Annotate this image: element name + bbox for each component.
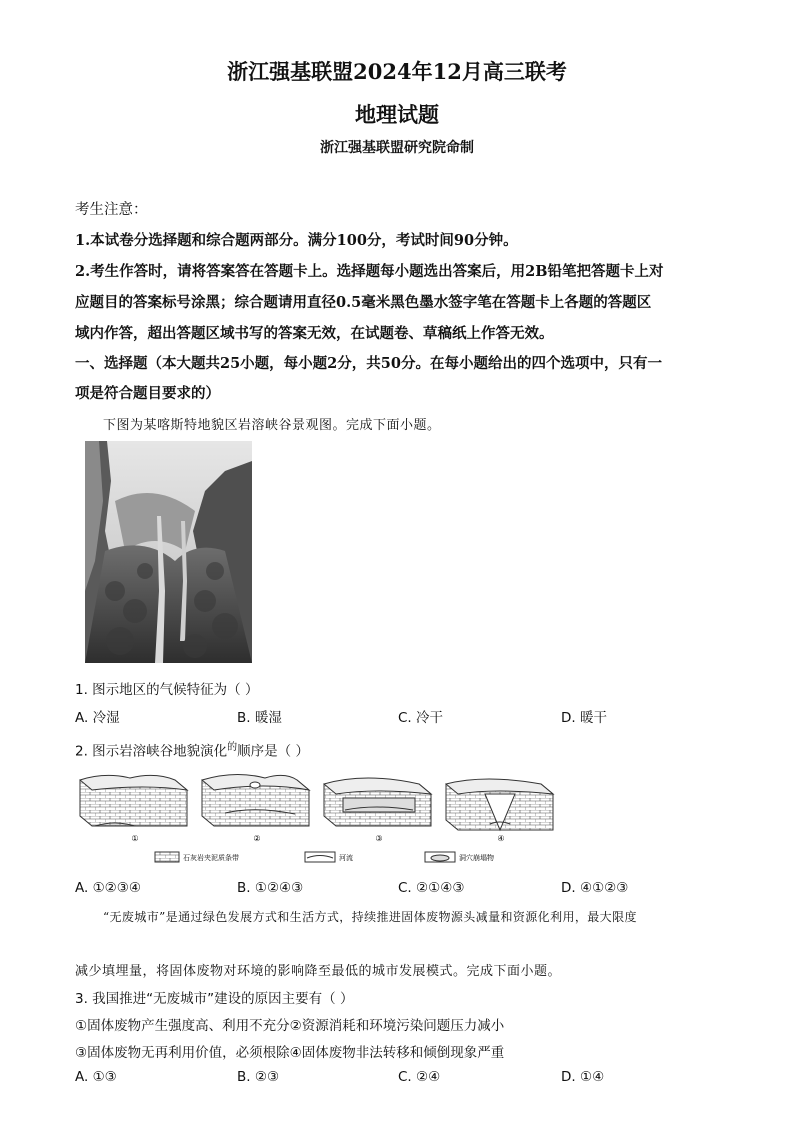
section-heading-line-2: 项是符合题目要求的） (75, 385, 220, 402)
q1-option-a: A. 冷湿 (75, 710, 120, 726)
legend-limestone-swatch (155, 852, 179, 862)
karst-evolution-diagram (75, 768, 555, 873)
notice-item-2-line-3: 域内作答，超出答题区域书写的答案无效，在试题卷、草稿纸上作答无效。 (75, 325, 554, 342)
q1-option-c: C. 冷干 (398, 710, 444, 726)
page-title: 浙江强基联盟2024年12月高三联考 (227, 59, 567, 84)
q3-option-a: A. ①③ (75, 1069, 117, 1085)
notice-heading: 考生注意： (75, 202, 148, 218)
legend-river-label: 河流 (339, 854, 353, 862)
q3-option-c: C. ②④ (398, 1069, 441, 1085)
panel-label-2: ② (253, 834, 261, 843)
q2-option-a: A. ①②③④ (75, 880, 141, 896)
legend-limestone-label: 石灰岩夹泥质条带 (183, 854, 239, 862)
q1-option-b: B. 暖湿 (237, 710, 282, 726)
q3-option-b: B. ②③ (237, 1069, 280, 1085)
q3-option-d: D. ①④ (561, 1069, 605, 1085)
q1-stem: 1. 图示地区的气候特征为（ ） (75, 682, 259, 698)
q2-stem-superscript: 的 (227, 742, 238, 753)
section-heading-line-1: 一、选择题（本大题共25小题，每小题2分，共50分。在每小题给出的四个选项中，只有一 (75, 355, 662, 372)
group1-intro: 下图为某喀斯特地貌区岩溶峡谷景观图。完成下面小题。 (103, 418, 441, 433)
q1-option-d: D. 暖干 (561, 710, 607, 726)
notice-item-1: 1.本试卷分选择题和综合题两部分。满分100分，考试时间90分钟。 (75, 232, 518, 249)
panel-label-1: ① (131, 834, 139, 843)
notice-item-2-line-2: 应题目的答案标号涂黑；综合题请用直径0.5毫米黑色墨水签字笔在答题卡上各题的答题区 (75, 294, 652, 311)
legend-collapse-label: 洞穴崩塌物 (459, 854, 494, 862)
group2-intro-line-1: “无废城市”是通过绿色发展方式和生活方式，持续推进固体废物源头减量和资源化利用，最大限度 (103, 910, 637, 924)
notice-item-2-line-1: 2.考生作答时，请将答案答在答题卡上。选择题每小题选出答案后，用2B铅笔把答题卡上对 (75, 263, 664, 280)
panel-label-4: ④ (497, 834, 505, 843)
q3-statements-line-1: ①固体废物产生强度高、利用不充分②资源消耗和环境污染问题压力减小 (75, 1018, 505, 1034)
karst-canyon-photo (85, 441, 252, 663)
exam-author: 浙江强基联盟研究院命制 (320, 140, 474, 156)
q2-option-d: D. ④①②③ (561, 880, 629, 896)
group2-intro-line-2: 减少填埋量，将固体废物对环境的影响降至最低的城市发展模式。完成下面小题。 (75, 964, 562, 979)
q3-stem: 3. 我国推进“无废城市”建设的原因主要有（ ） (75, 991, 354, 1007)
q3-statements-line-2: ③固体废物无再利用价值，必须根除④固体废物非法转移和倾倒现象严重 (75, 1045, 505, 1061)
panel-label-3: ③ (375, 834, 383, 843)
q2-option-b: B. ①②④③ (237, 880, 304, 896)
exam-subject: 地理试题 (355, 102, 439, 127)
q2-stem-part-b: 顺序是（ ） (237, 743, 309, 760)
q2-option-c: C. ②①④③ (398, 880, 465, 896)
q2-stem-part-a: 2. 图示岩溶峡谷地貌演化 (75, 743, 228, 760)
q2-stem (75, 738, 309, 760)
